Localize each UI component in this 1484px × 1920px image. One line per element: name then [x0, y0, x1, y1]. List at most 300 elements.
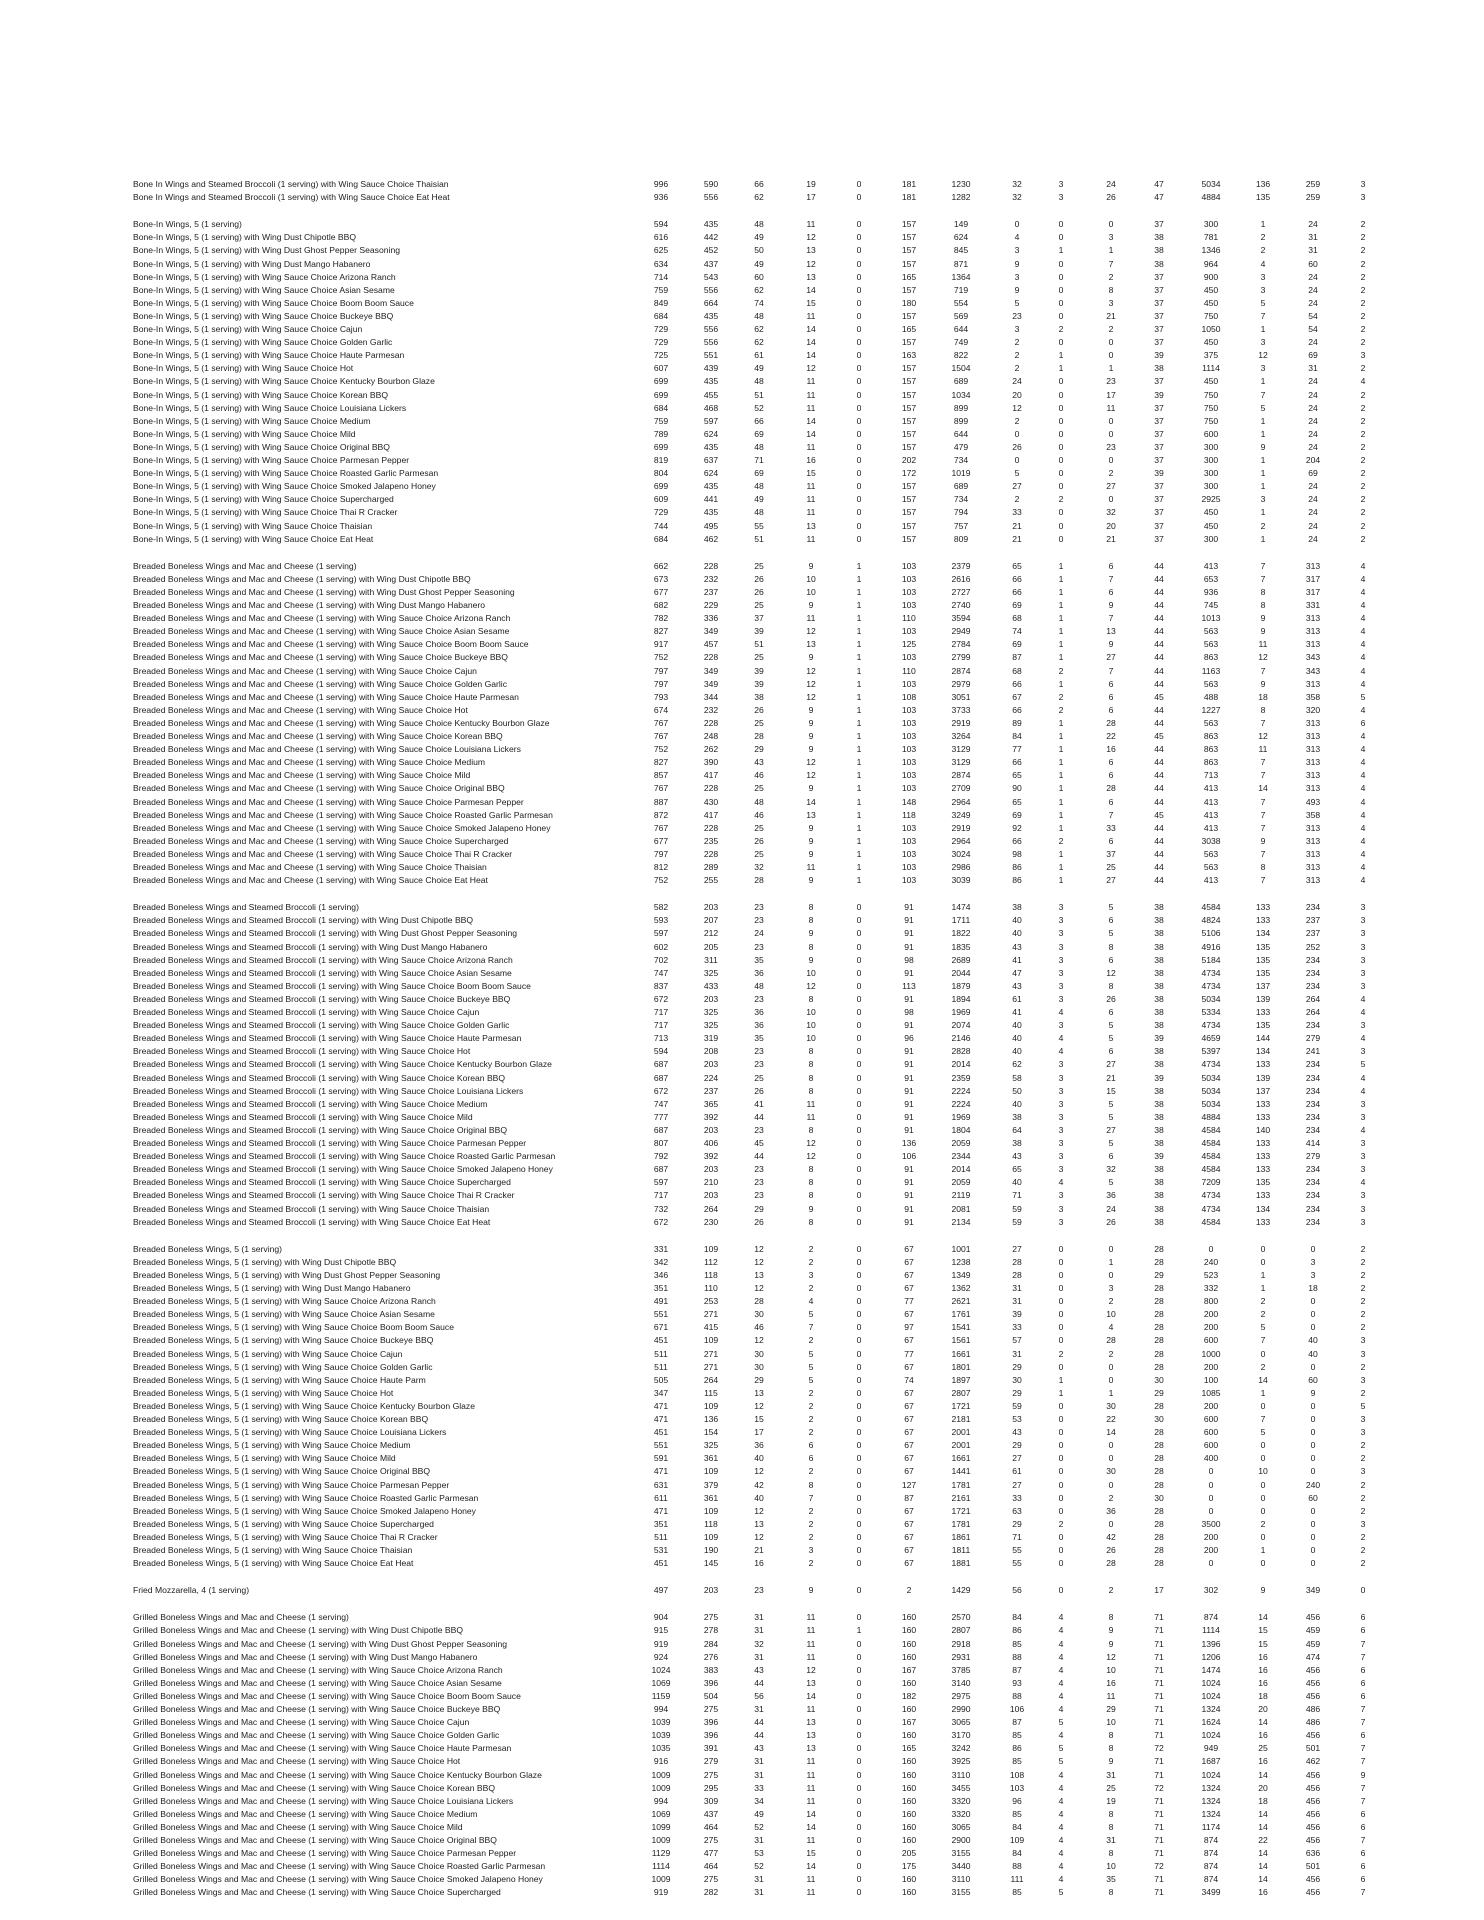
cell-value: 2	[808, 1400, 814, 1411]
cell-value: 504	[703, 1690, 719, 1701]
cell-value: 74	[904, 1374, 914, 1385]
cell-value: 24	[1308, 441, 1318, 452]
cell-value: 0	[1310, 1361, 1316, 1372]
cell-value: 28	[1154, 1479, 1164, 1490]
cell-value: 358	[1305, 691, 1321, 702]
cell-value: 8	[808, 902, 814, 913]
table-row	[0, 284, 1484, 297]
cell-value: 5397	[1201, 1046, 1221, 1057]
cell-value: 8	[808, 993, 814, 1004]
cell-value: 67	[904, 1466, 914, 1477]
cell-value: 11	[806, 1098, 816, 1109]
cell-value: 797	[653, 848, 669, 859]
item-name: Breaded Boneless Wings and Mac and Cheese (1 serving) with Wing Sauce Choice Korean BBQ	[133, 731, 503, 741]
cell-value: 27	[1106, 1124, 1116, 1135]
cell-value: 0	[1058, 507, 1064, 518]
cell-value: 3440	[951, 1861, 971, 1872]
cell-value: 729	[653, 507, 669, 518]
table-row	[0, 822, 1484, 835]
cell-value: 23	[754, 993, 764, 1004]
cell-value: 40	[1012, 915, 1022, 926]
cell-value: 2621	[951, 1296, 971, 1307]
cell-value: 1	[1058, 717, 1064, 728]
cell-value: 0	[1014, 428, 1020, 439]
cell-value: 40	[1012, 1177, 1022, 1188]
table-row	[0, 1465, 1484, 1478]
cell-value: 87	[1012, 1664, 1022, 1675]
cell-value: 1024	[1201, 1677, 1221, 1688]
cell-value: 3	[1260, 363, 1266, 374]
cell-value: 38	[1154, 902, 1164, 913]
cell-value: 10	[1106, 1309, 1116, 1320]
cell-value: 0	[856, 954, 862, 965]
cell-value: 33	[1012, 507, 1022, 518]
cell-value: 28	[1154, 1283, 1164, 1293]
cell-value: 237	[1305, 928, 1321, 939]
cell-value: 2	[1058, 494, 1064, 505]
cell-value: 41	[1012, 1007, 1022, 1017]
table-row	[0, 415, 1484, 428]
cell-value: 8	[808, 1059, 814, 1070]
cell-value: 0	[856, 533, 862, 544]
cell-value: 31	[754, 1756, 764, 1767]
cell-value: 108	[901, 691, 917, 702]
cell-value: 2740	[951, 600, 971, 610]
cell-value: 4	[1058, 1033, 1064, 1044]
cell-value: 66	[754, 415, 764, 426]
table-row	[0, 809, 1484, 822]
cell-value: 38	[1154, 1098, 1164, 1109]
item-name: Bone-In Wings, 5 (1 serving) with Wing Sauce Choice Parmesan Pepper	[133, 455, 410, 465]
cell-value: 11	[806, 1111, 816, 1122]
cell-value: 87	[904, 1492, 914, 1503]
cell-value: 67	[904, 1256, 914, 1267]
cell-value: 915	[653, 1625, 669, 1636]
cell-value: 8	[808, 1177, 814, 1188]
cell-value: 134	[1255, 1203, 1271, 1214]
cell-value: 29	[754, 1203, 764, 1214]
cell-value: 41	[754, 1098, 764, 1109]
cell-value: 44	[1154, 639, 1164, 650]
cell-value: 0	[856, 245, 862, 256]
cell-value: 203	[703, 1190, 719, 1201]
cell-value: 0	[1310, 1505, 1316, 1516]
item-name: Breaded Boneless Wings and Steamed Broccoli (1 serving) with Wing Sauce Choice Original BBQ	[133, 1124, 508, 1135]
cell-value: 319	[703, 1033, 719, 1044]
cell-value: 47	[1012, 967, 1022, 978]
cell-value: 3	[1360, 1335, 1366, 1346]
cell-value: 103	[901, 600, 917, 610]
item-name: Breaded Boneless Wings, 5 (1 serving) with Wing Sauce Choice Haute Parm	[133, 1374, 426, 1385]
table-row	[0, 1124, 1484, 1137]
cell-value: 2119	[951, 1190, 971, 1201]
cell-value: 4	[1058, 1664, 1064, 1675]
cell-value: 167	[901, 1664, 917, 1675]
cell-value: 31	[754, 1887, 764, 1898]
cell-value: 569	[953, 310, 969, 321]
cell-value: 12	[806, 770, 816, 781]
cell-value: 11	[806, 376, 816, 387]
cell-value: 91	[904, 902, 914, 913]
cell-value: 234	[1305, 1177, 1321, 1188]
cell-value: 38	[1154, 1007, 1164, 1017]
cell-value: 495	[703, 520, 719, 531]
cell-value: 11	[806, 1612, 816, 1623]
cell-value: 46	[754, 770, 764, 781]
cell-value: 0	[1058, 1335, 1064, 1346]
cell-value: 1687	[1201, 1756, 1221, 1767]
cell-value: 4	[1058, 1730, 1064, 1741]
cell-value: 313	[1305, 744, 1321, 755]
cell-value: 777	[653, 1111, 669, 1122]
cell-value: 4	[808, 1296, 814, 1307]
cell-value: 0	[856, 1033, 862, 1044]
cell-value: 234	[1305, 1020, 1321, 1031]
cell-value: 459	[1305, 1625, 1321, 1636]
cell-value: 3	[1360, 954, 1366, 965]
cell-value: 87	[1012, 652, 1022, 663]
cell-value: 1781	[951, 1479, 971, 1490]
cell-value: 103	[901, 822, 917, 833]
cell-value: 2	[808, 1243, 814, 1254]
cell-value: 5	[1058, 1717, 1064, 1728]
cell-value: 1	[1058, 350, 1064, 361]
cell-value: 5	[1014, 468, 1020, 479]
cell-value: 313	[1305, 613, 1321, 624]
cell-value: 71	[1154, 1717, 1164, 1728]
cell-value: 37	[1154, 507, 1164, 518]
cell-value: 136	[703, 1414, 719, 1424]
table-row	[0, 782, 1484, 795]
cell-value: 262	[703, 744, 719, 755]
cell-value: 26	[754, 835, 764, 846]
table-row	[0, 191, 1484, 204]
cell-value: 30	[1106, 1400, 1116, 1411]
cell-value: 3	[1058, 915, 1064, 926]
cell-value: 313	[1305, 678, 1321, 689]
cell-value: 38	[1154, 258, 1164, 269]
cell-value: 11	[806, 1625, 816, 1636]
cell-value: 441	[703, 494, 719, 505]
cell-value: 1861	[951, 1531, 971, 1542]
cell-value: 450	[1203, 520, 1219, 531]
cell-value: 1	[1260, 1269, 1266, 1280]
cell-value: 636	[1305, 1848, 1321, 1859]
cell-value: 4734	[1201, 1059, 1221, 1070]
table-row	[0, 1690, 1484, 1703]
cell-value: 0	[1058, 297, 1064, 308]
cell-value: 450	[1203, 376, 1219, 387]
cell-value: 1	[856, 691, 862, 702]
item-name: Breaded Boneless Wings and Mac and Cheese (1 serving) with Wing Sauce Choice Boom Boom Sauce	[133, 639, 529, 650]
table-row	[0, 1531, 1484, 1544]
cell-value: 50	[1012, 1085, 1022, 1096]
cell-value: 175	[901, 1861, 917, 1872]
cell-value: 234	[1305, 1164, 1321, 1175]
cell-value: 69	[754, 428, 764, 439]
cell-value: 300	[1203, 219, 1219, 230]
cell-value: 2	[1360, 310, 1366, 321]
cell-value: 4	[1360, 600, 1366, 610]
cell-value: 44	[1154, 848, 1164, 859]
cell-value: 3320	[951, 1808, 971, 1819]
cell-value: 1364	[951, 271, 971, 282]
cell-value: 5	[1058, 1756, 1064, 1767]
cell-value: 1034	[951, 389, 971, 400]
cell-value: 904	[653, 1612, 669, 1623]
cell-value: 40	[754, 1453, 764, 1464]
cell-value: 789	[653, 428, 669, 439]
cell-value: 39	[1154, 389, 1164, 400]
cell-value: 40	[1012, 1033, 1022, 1044]
cell-value: 699	[653, 376, 669, 387]
cell-value: 2	[808, 1558, 814, 1569]
cell-value: 0	[1058, 520, 1064, 531]
cell-value: 0	[856, 1848, 862, 1859]
cell-value: 0	[856, 402, 862, 413]
cell-value: 14	[806, 324, 816, 334]
cell-value: 0	[856, 1651, 862, 1662]
item-name: Breaded Boneless Wings and Steamed Broccoli (1 serving) with Wing Sauce Choice Buckeye BBQ	[133, 993, 511, 1004]
cell-value: 713	[653, 1033, 669, 1044]
cell-value: 66	[1012, 757, 1022, 768]
cell-value: 26	[1106, 1216, 1116, 1227]
cell-value: 91	[904, 1020, 914, 1031]
cell-value: 430	[703, 796, 719, 807]
cell-value: 5034	[1201, 1072, 1221, 1083]
cell-value: 2	[1108, 324, 1114, 334]
cell-value: 7	[1108, 573, 1114, 584]
cell-value: 37	[1154, 428, 1164, 439]
cell-value: 38	[1154, 980, 1164, 991]
cell-value: 44	[1154, 560, 1164, 571]
cell-value: 456	[1305, 1769, 1321, 1780]
cell-value: 0	[1058, 1400, 1064, 1411]
cell-value: 9	[1260, 678, 1266, 689]
cell-value: 8	[1108, 1612, 1114, 1623]
table-row	[0, 1006, 1484, 1019]
cell-value: 230	[703, 1216, 719, 1227]
cell-value: 8	[808, 1164, 814, 1175]
cell-value: 300	[1203, 441, 1219, 452]
cell-value: 15	[1258, 1625, 1268, 1636]
cell-value: 37	[1154, 415, 1164, 426]
cell-value: 433	[703, 980, 719, 991]
cell-value: 486	[1305, 1717, 1321, 1728]
cell-value: 3065	[951, 1717, 971, 1728]
cell-value: 31	[1308, 245, 1318, 256]
table-row	[0, 1452, 1484, 1465]
cell-value: 1	[856, 809, 862, 820]
cell-value: 24	[1106, 1203, 1116, 1214]
cell-value: 5034	[1201, 1098, 1221, 1109]
cell-value: 0	[1260, 1505, 1266, 1516]
item-name: Bone-In Wings, 5 (1 serving) with Wing Sauce Choice Roasted Garlic Parmesan	[133, 468, 439, 479]
cell-value: 15	[806, 1848, 816, 1859]
cell-value: 28	[1154, 1427, 1164, 1438]
cell-value: 3155	[951, 1848, 971, 1859]
cell-value: 3	[1058, 1020, 1064, 1031]
cell-value: 21	[1012, 533, 1022, 544]
cell-value: 543	[703, 271, 719, 282]
cell-value: 863	[1203, 744, 1219, 755]
cell-value: 1	[1260, 507, 1266, 518]
cell-value: 56	[1012, 1585, 1022, 1596]
cell-value: 275	[703, 1704, 719, 1714]
item-name: Grilled Boneless Wings and Mac and Cheese (1 serving) with Wing Sauce Choice Asian Sesame	[133, 1677, 502, 1688]
cell-value: 0	[1108, 337, 1114, 348]
cell-value: 2	[1360, 402, 1366, 413]
cell-value: 2	[1360, 494, 1366, 505]
cell-value: 289	[703, 862, 719, 872]
table-row	[0, 560, 1484, 573]
cell-value: 2874	[951, 770, 971, 781]
item-name: Breaded Boneless Wings and Steamed Broccoli (1 serving) with Wing Dust Ghost Pepper Seasoning	[133, 928, 518, 939]
cell-value: 60	[1308, 258, 1318, 269]
cell-value: 6	[1360, 1874, 1366, 1885]
cell-value: 5	[1260, 1427, 1266, 1438]
cell-value: 300	[1203, 455, 1219, 465]
cell-value: 1	[856, 862, 862, 872]
cell-value: 31	[754, 1769, 764, 1780]
item-name: Grilled Boneless Wings and Mac and Cheese (1 serving) with Wing Sauce Choice Medium	[133, 1808, 478, 1819]
cell-value: 456	[1305, 1808, 1321, 1819]
table-row	[0, 1426, 1484, 1439]
cell-value: 699	[653, 441, 669, 452]
cell-value: 687	[653, 1124, 669, 1135]
cell-value: 67	[904, 1387, 914, 1398]
cell-value: 2161	[951, 1492, 971, 1503]
cell-value: 8	[1108, 941, 1114, 952]
cell-value: 551	[653, 1440, 669, 1451]
cell-value: 2	[808, 1335, 814, 1346]
cell-value: 12	[806, 363, 816, 374]
cell-value: 157	[901, 258, 917, 269]
cell-value: 2	[808, 1518, 814, 1529]
cell-value: 67	[904, 1414, 914, 1424]
cell-value: 0	[1260, 1479, 1266, 1490]
cell-value: 8	[808, 941, 814, 952]
cell-value: 157	[901, 507, 917, 518]
cell-value: 295	[703, 1782, 719, 1793]
cell-value: 38	[1154, 954, 1164, 965]
cell-value: 0	[856, 481, 862, 492]
cell-value: 1238	[951, 1256, 971, 1267]
cell-value: 7	[1260, 875, 1266, 886]
cell-value: 23	[754, 1046, 764, 1057]
cell-value: 103	[901, 862, 917, 872]
cell-value: 0	[1058, 376, 1064, 387]
cell-value: 275	[703, 1769, 719, 1780]
cell-value: 3	[1058, 1151, 1064, 1162]
cell-value: 284	[703, 1638, 719, 1649]
cell-value: 413	[1203, 875, 1219, 886]
cell-value: 845	[953, 245, 969, 256]
cell-value: 3	[1058, 954, 1064, 965]
cell-value: 459	[1305, 1638, 1321, 1649]
item-name: Grilled Boneless Wings and Mac and Cheese (1 serving) with Wing Sauce Choice Mild	[133, 1821, 463, 1832]
cell-value: 0	[1058, 441, 1064, 452]
cell-value: 0	[856, 232, 862, 243]
cell-value: 6	[808, 1440, 814, 1451]
cell-value: 228	[703, 822, 719, 833]
cell-value: 4	[1360, 731, 1366, 741]
cell-value: 13	[754, 1518, 764, 1529]
cell-value: 451	[653, 1558, 669, 1569]
cell-value: 12	[754, 1400, 764, 1411]
cell-value: 67	[904, 1518, 914, 1529]
cell-value: 23	[754, 1190, 764, 1201]
cell-value: 0	[1108, 1453, 1114, 1464]
cell-value: 127	[901, 1479, 917, 1490]
cell-value: 0	[856, 1558, 862, 1569]
cell-value: 313	[1305, 875, 1321, 886]
cell-value: 43	[1012, 1427, 1022, 1438]
cell-value: 4	[1360, 1177, 1366, 1188]
cell-value: 72	[1154, 1743, 1164, 1754]
cell-value: 14	[1258, 1821, 1268, 1832]
cell-value: 1	[856, 626, 862, 637]
cell-value: 3	[1058, 980, 1064, 991]
table-row	[0, 1611, 1484, 1624]
cell-value: 24	[1308, 284, 1318, 295]
cell-value: 39	[1154, 468, 1164, 479]
cell-value: 3785	[951, 1664, 971, 1675]
cell-value: 84	[1012, 1612, 1022, 1623]
cell-value: 2570	[951, 1612, 971, 1623]
cell-value: 752	[653, 875, 669, 886]
cell-value: 67	[904, 1400, 914, 1411]
cell-value: 800	[1203, 1296, 1219, 1307]
cell-value: 24	[1106, 179, 1116, 189]
cell-value: 11	[806, 862, 816, 872]
cell-value: 135	[1255, 967, 1271, 978]
cell-value: 0	[1058, 232, 1064, 243]
cell-value: 67	[904, 1243, 914, 1254]
cell-value: 3	[1058, 941, 1064, 952]
cell-value: 1227	[1201, 704, 1221, 715]
cell-value: 5	[1058, 1887, 1064, 1898]
table-row	[0, 1782, 1484, 1795]
item-name: Breaded Boneless Wings and Mac and Cheese (1 serving) with Wing Sauce Choice Buckeye BBQ	[133, 652, 508, 663]
cell-value: 9	[808, 560, 814, 571]
cell-value: 871	[953, 258, 969, 269]
cell-value: 12	[806, 757, 816, 768]
cell-value: 4734	[1201, 980, 1221, 991]
cell-value: 1069	[651, 1808, 671, 1819]
cell-value: 313	[1305, 626, 1321, 637]
cell-value: 383	[703, 1664, 719, 1675]
cell-value: 21	[1012, 520, 1022, 531]
cell-value: 0	[856, 1007, 862, 1017]
cell-value: 181	[901, 179, 917, 189]
cell-value: 109	[703, 1243, 719, 1254]
cell-value: 4	[1058, 1046, 1064, 1057]
cell-value: 4734	[1201, 967, 1221, 978]
table-row	[0, 441, 1484, 454]
item-name: Breaded Boneless Wings and Mac and Cheese (1 serving) with Wing Sauce Choice Roasted Garlic Parmesan	[133, 809, 553, 820]
cell-value: 52	[754, 1821, 764, 1832]
cell-value: 30	[1154, 1414, 1164, 1424]
cell-value: 2	[808, 1531, 814, 1542]
cell-value: 43	[1012, 1151, 1022, 1162]
cell-value: 38	[1154, 363, 1164, 374]
cell-value: 160	[901, 1795, 917, 1806]
cell-value: 361	[703, 1453, 719, 1464]
cell-value: 313	[1305, 639, 1321, 650]
cell-value: 32	[754, 1638, 764, 1649]
cell-value: 31	[754, 1874, 764, 1885]
